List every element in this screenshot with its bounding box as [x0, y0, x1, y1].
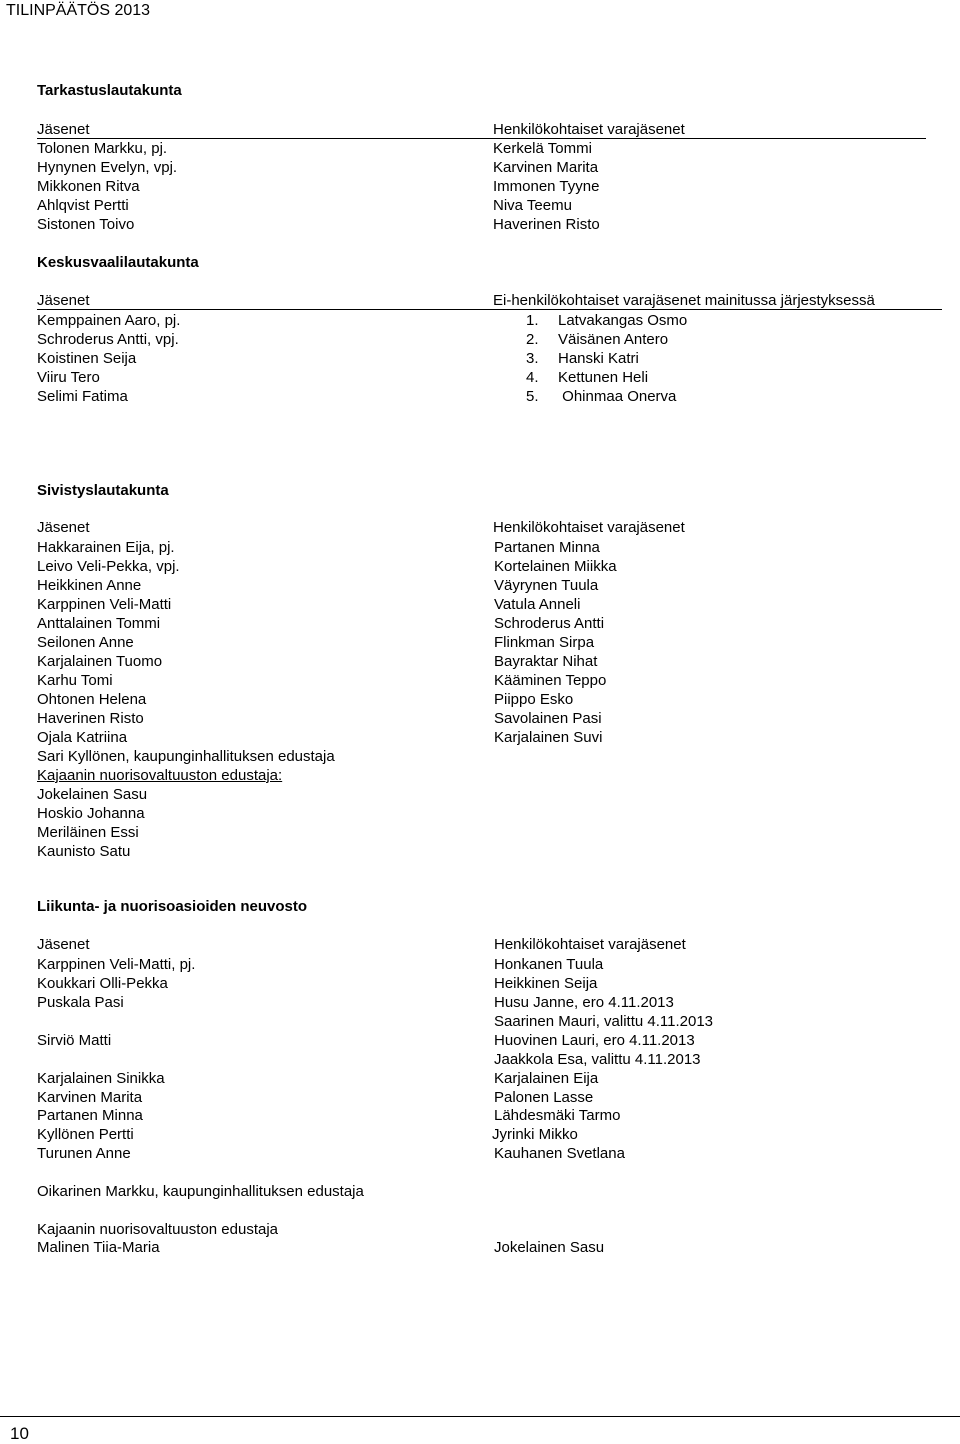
- member-item: Kyllönen Pertti: [37, 1126, 134, 1143]
- member-item: Anttalainen Tommi: [37, 615, 161, 632]
- member-item: Leivo Veli-Pekka, vpj.: [37, 558, 180, 575]
- member-item: Koukkari Olli-Pekka: [37, 975, 168, 992]
- deputy-item: Honkanen Tuula: [494, 956, 604, 973]
- deputy-item: Ohinmaa Onerva: [558, 388, 677, 405]
- member-item: Selimi Fatima: [37, 388, 128, 405]
- members-header: Jäsenet: [37, 121, 90, 138]
- deputy-number: 3.: [526, 350, 539, 367]
- deputy-item: Immonen Tyyne: [493, 178, 600, 195]
- members-header: Jäsenet: [37, 936, 90, 953]
- deputy-number: 4.: [526, 369, 539, 386]
- deputy-item: Niva Teemu: [493, 197, 572, 214]
- deputy-item: Vatula Anneli: [494, 596, 581, 613]
- section-title: Liikunta- ja nuorisoasioiden neuvosto: [37, 898, 308, 915]
- member-item: Heikkinen Anne: [37, 577, 142, 594]
- deputy-item: Partanen Minna: [494, 539, 600, 556]
- deputy-item: Jaakkola Esa, valittu 4.11.2013: [494, 1051, 701, 1068]
- deputy-item: Karjalainen Eija: [494, 1070, 599, 1087]
- member-item: Hakkarainen Eija, pj.: [37, 539, 175, 556]
- deputies-header: Henkilökohtaiset varajäsenet: [493, 519, 685, 536]
- deputy-item: Piippo Esko: [494, 691, 574, 708]
- youth-council-label: Kajaanin nuorisovaltuuston edustaja: [37, 1221, 279, 1238]
- deputy-item: Palonen Lasse: [494, 1089, 594, 1106]
- member-item: Tolonen Markku, pj.: [37, 140, 168, 157]
- city-board-representative: Oikarinen Markku, kaupunginhallituksen edustaja: [37, 1183, 364, 1200]
- member-item: Karppinen Veli-Matti: [37, 596, 172, 613]
- member-item: Karvinen Marita: [37, 1089, 143, 1106]
- deputy-number: 5.: [526, 388, 539, 405]
- page-number: 10: [10, 1424, 29, 1443]
- deputies-header: Henkilökohtaiset varajäsenet: [493, 121, 685, 138]
- member-item: Sistonen Toivo: [37, 216, 135, 233]
- deputy-item: Kortelainen Miikka: [494, 558, 617, 575]
- member-item: Viiru Tero: [37, 369, 100, 386]
- deputy-item: Kerkelä Tommi: [493, 140, 592, 157]
- youth-deputy-item: Jokelainen Sasu: [494, 1239, 605, 1256]
- section-title: Tarkastuslautakunta: [37, 82, 182, 99]
- deputy-item: Flinkman Sirpa: [494, 634, 595, 651]
- youth-member-item: Jokelainen Sasu: [37, 786, 148, 803]
- footer-rule: [0, 1416, 960, 1417]
- deputy-item: Saarinen Mauri, valittu 4.11.2013: [494, 1013, 714, 1030]
- deputy-number: 1.: [526, 312, 539, 329]
- deputy-item: Väyrynen Tuula: [494, 577, 599, 594]
- member-item: Koistinen Seija: [37, 350, 137, 367]
- page-header: TILINPÄÄTÖS 2013: [6, 2, 151, 19]
- member-item: Karppinen Veli-Matti, pj.: [37, 956, 196, 973]
- youth-member-item: Meriläinen Essi: [37, 824, 139, 841]
- deputies-header: Henkilökohtaiset varajäsenet: [494, 936, 686, 953]
- deputy-number: 2.: [526, 331, 539, 348]
- youth-member-item: Kaunisto Satu: [37, 843, 131, 860]
- member-item: Kemppainen Aaro, pj.: [37, 312, 181, 329]
- deputy-item: Lähdesmäki Tarmo: [494, 1107, 621, 1124]
- member-item: Sari Kyllönen, kaupunginhallituksen edustaja: [37, 748, 335, 765]
- member-item: Partanen Minna: [37, 1107, 143, 1124]
- deputy-item: Huovinen Lauri, ero 4.11.2013: [494, 1032, 695, 1049]
- member-item: Mikkonen Ritva: [37, 178, 140, 195]
- youth-council-label: Kajaanin nuorisovaltuuston edustaja:: [37, 767, 283, 784]
- member-item: Karhu Tomi: [37, 672, 113, 689]
- deputy-item: Hanski Katri: [558, 350, 639, 367]
- member-item: Sirviö Matti: [37, 1032, 112, 1049]
- section-title: Keskusvaalilautakunta: [37, 254, 199, 271]
- member-item: Karjalainen Tuomo: [37, 653, 163, 670]
- member-item: Schroderus Antti, vpj.: [37, 331, 179, 348]
- header-rule: [37, 309, 942, 310]
- deputy-item: Jyrinki Mikko: [492, 1126, 578, 1143]
- member-item: Turunen Anne: [37, 1145, 131, 1162]
- member-item: Seilonen Anne: [37, 634, 134, 651]
- members-header: Jäsenet: [37, 292, 90, 309]
- youth-member-item: Hoskio Johanna: [37, 805, 145, 822]
- deputy-item: Haverinen Risto: [493, 216, 600, 233]
- member-item: Karjalainen Sinikka: [37, 1070, 165, 1087]
- member-item: Ohtonen Helena: [37, 691, 147, 708]
- deputy-item: Bayraktar Nihat: [494, 653, 598, 670]
- member-item: Puskala Pasi: [37, 994, 124, 1011]
- member-item: Hynynen Evelyn, vpj.: [37, 159, 178, 176]
- member-item: Ahlqvist Pertti: [37, 197, 129, 214]
- deputy-item: Savolainen Pasi: [494, 710, 602, 727]
- deputy-item: Husu Janne, ero 4.11.2013: [494, 994, 674, 1011]
- deputy-item: Heikkinen Seija: [494, 975, 598, 992]
- members-header: Jäsenet: [37, 519, 90, 536]
- member-item: Haverinen Risto: [37, 710, 144, 727]
- youth-member-item: Malinen Tiia-Maria: [37, 1239, 160, 1256]
- deputy-item: Latvakangas Osmo: [558, 312, 688, 329]
- header-rule: [37, 138, 926, 139]
- deputies-header: Ei-henkilökohtaiset varajäsenet mainitussa järjestyksessä: [493, 292, 875, 309]
- deputy-item: Kauhanen Svetlana: [494, 1145, 625, 1162]
- deputy-item: Väisänen Antero: [558, 331, 669, 348]
- deputy-item: Karjalainen Suvi: [494, 729, 603, 746]
- deputy-item: Kettunen Heli: [558, 369, 649, 386]
- member-item: Ojala Katriina: [37, 729, 128, 746]
- deputy-item: Schroderus Antti: [494, 615, 605, 632]
- section-title: Sivistyslautakunta: [37, 482, 169, 499]
- deputy-item: Kääminen Teppo: [494, 672, 607, 689]
- deputy-item: Karvinen Marita: [493, 159, 599, 176]
